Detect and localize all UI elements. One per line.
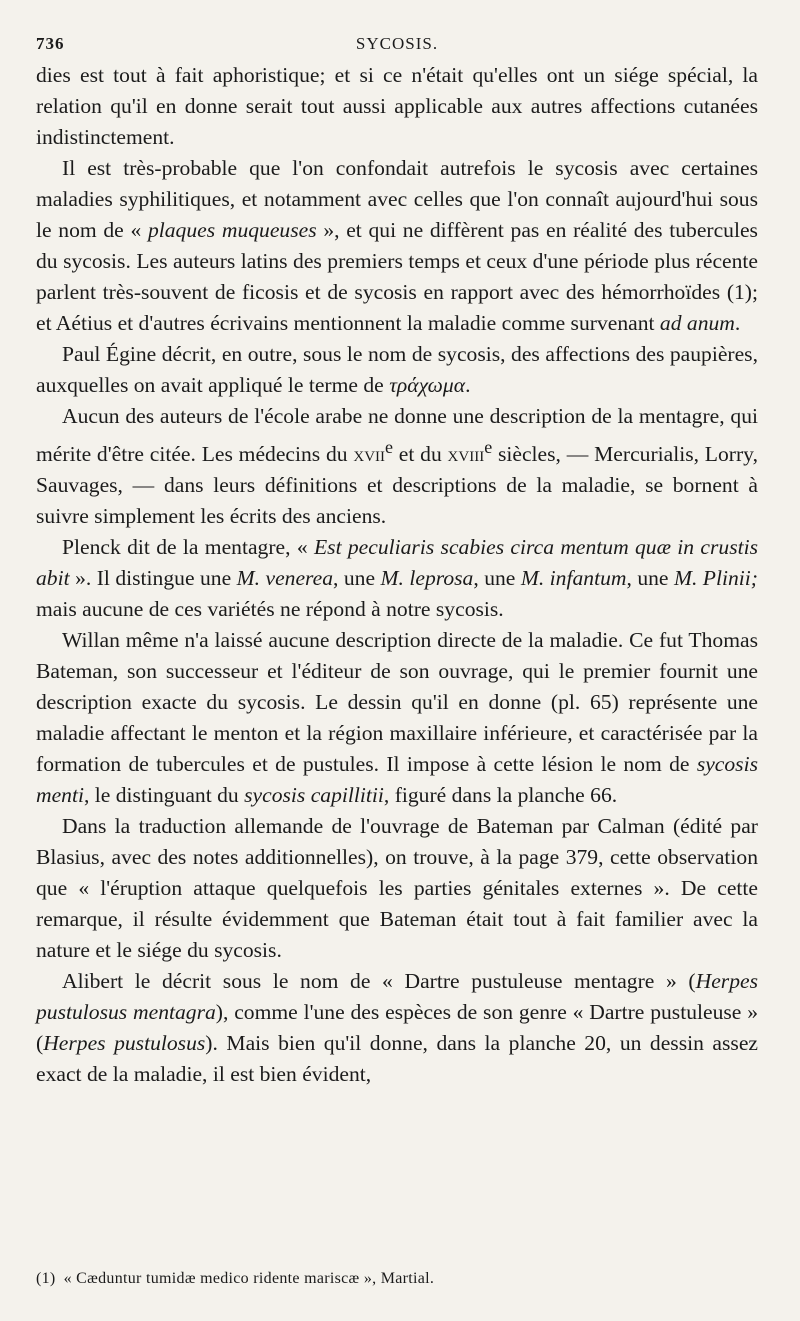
footnote-text: « Cæduntur tumidæ medico ridente mariscæ », Martial. <box>63 1270 435 1287</box>
paragraph-continuation: dies est tout à fait aphoristique; et si ce n'était qu'elles ont un siége spécial, la relation qu'il en donne serait tout aussi applicable aux autres affections cutanées indistinctement. <box>36 63 758 149</box>
footnote-number: (1) <box>36 1270 56 1287</box>
footnote <box>36 1270 434 1288</box>
paragraph-paul-egine: Paul Égine décrit, en outre, sous le nom de sycosis, des affections des paupières, auxquelles on avait appliqué le terme de τράχωμα. <box>36 342 758 397</box>
paragraph-traduction-allemande: Dans la traduction allemande de l'ouvrage de Bateman par Calman (édité par Blasius, avec des notes additionnelles), on trouve, à la page 379, cette observation que « l'éruption attaque quelquefois les parties génitales externes ». De cette remarque, il résulte évidemment que Bateman était tout à fait familier avec la nature et le siége du sycosis. <box>36 814 758 963</box>
body-text <box>36 60 758 1090</box>
paragraph-ecole-arabe: Aucun des auteurs de l'école arabe ne donne une description de la mentagre, qui mérite d'être citée. Les médecins du xvii$^e$ et du xviii$^e$ siècles, — Mercurialis, Lorry, Sauvages, — dans leurs définitions et descriptions de la maladie, se bornent à suivre simplement les écrits des anciens. <box>36 404 758 529</box>
paragraph-plenck: Plenck dit de la mentagre, « Est peculiaris scabies circa mentum quæ in crustis abit ». Il distingue une M. venerea, une M. leprosa, une M. infantum, une M. Plinii; mais aucune de ces variétés ne répond à notre sycosis. <box>36 535 759 622</box>
paragraph-alibert: Alibert le décrit sous le nom de « Dartre pustuleuse mentagre » (Herpes pustulosus mentagra), comme l'une des espèces de son genre « Dartre pustuleuse » (Herpes pustulosus). Mais bien qu'il donne, dans la planche 20, un dessin assez exact de la maladie, il est bien évident, <box>36 969 758 1087</box>
running-title: SYCOSIS. <box>355 34 439 53</box>
page-header <box>36 26 758 60</box>
paragraph-willan-bateman: Willan même n'a laissé aucune description directe de la maladie. Ce fut Thomas Bateman, son successeur et l'éditeur de son ouvrage, qui le premier fournit une description exacte du sycosis. Le dessin qu'il en donne (pl. 65) représente une maladie affectant le menton et la région maxillaire inférieure, et caractérisée par la formation de tubercules et de pustules. Il impose à cette lésion le nom de sycosis menti, le distinguant du sycosis capillitii, figuré dans la planche 66. <box>36 628 758 808</box>
page-number: 736 <box>36 34 65 53</box>
paragraph-plaques-muqueuses: Il est très-probable que l'on confondait autrefois le sycosis avec certaines maladies syphilitiques, et notamment avec celles que l'on connaît aujourd'hui sous le nom de « plaques muqueuses », et qui ne diffèrent pas en réalité des tubercules du sycosis. Les auteurs latins des premiers temps et ceux d'une période plus récente parlent très-souvent de ficosis et de sycosis en rapport avec des hémorrhoïdes (1); et Aétius et d'autres écrivains mentionnent la maladie comme survenant ad anum. <box>36 156 758 335</box>
